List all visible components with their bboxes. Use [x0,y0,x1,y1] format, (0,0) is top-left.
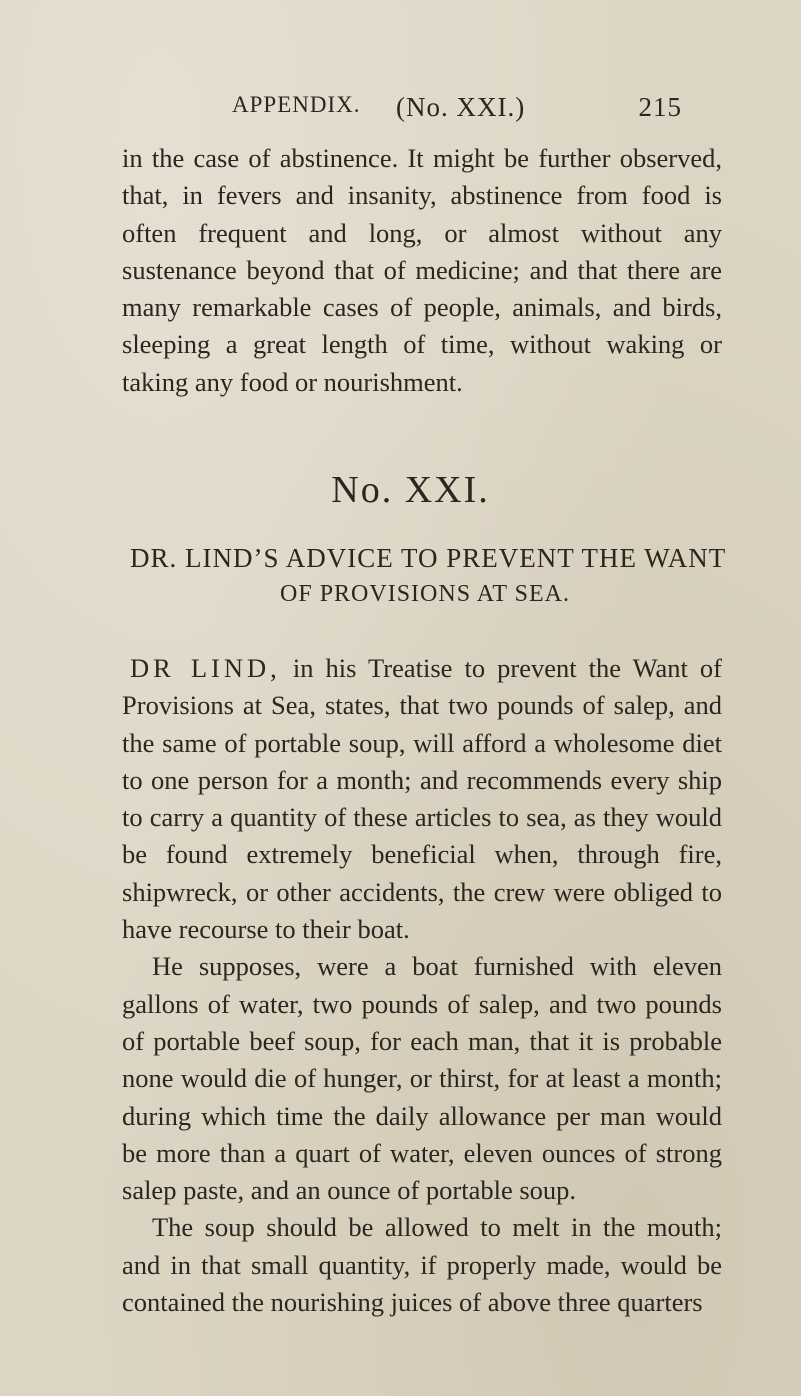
section-title [130,540,727,612]
paragraph-1 [122,650,722,948]
running-head [232,92,682,128]
body-text [122,650,722,1321]
paragraph-3: The soup should be allowed to melt in the mouth; and in that small quantity, if properly made, would be contained the nourishing juices of above three quarters [122,1212,722,1318]
running-head-section: (No. XXI.) [396,92,526,122]
running-head-title: APPENDIX. [232,92,361,117]
paragraph-1-text: in his Treatise to prevent the Want of Provisions at Sea, states, that two pounds of salep, and the same of portable soup, will afford a wholesome diet to one person for a month; and recommends every ship to carry a quantity of these articles to sea, as they would be found extremely beneficial when, through fire, shipwreck, or other accidents, the crew were obliged to have recourse to their boat. [122,653,722,945]
paragraph-2: He supposes, were a boat furnished with eleven gallons of water, two pounds of salep, and two pounds of portable beef soup, for each man, that it is probable none would die of hunger, or thirst, for at least a month; during which time the daily allowance per man would be more than a quart of water, eleven ounces of strong salep paste, and an ounce of portable soup. [122,951,722,1206]
section-title-line-2: OF PROVISIONS AT SEA. [280,581,570,607]
section-number: No. XXI. [331,469,490,511]
intro-paragraph: in the case of abstinence. It might be further observed, that, in fevers and insanity, abstinence from food is often frequent and long, or almost without any sustenance beyond that of medicine; and that there are many remarkable cases of people, animals, and birds, sleeping a great length of time, without waking or taking any food or nourishment. [122,143,722,397]
section-title-line-1: DR. LIND’S ADVICE TO PREVENT THE WANT [130,543,727,573]
intro-text [122,140,722,401]
paragraph-1-lead: DR LIND, [130,653,281,683]
page-number: 215 [638,92,682,122]
